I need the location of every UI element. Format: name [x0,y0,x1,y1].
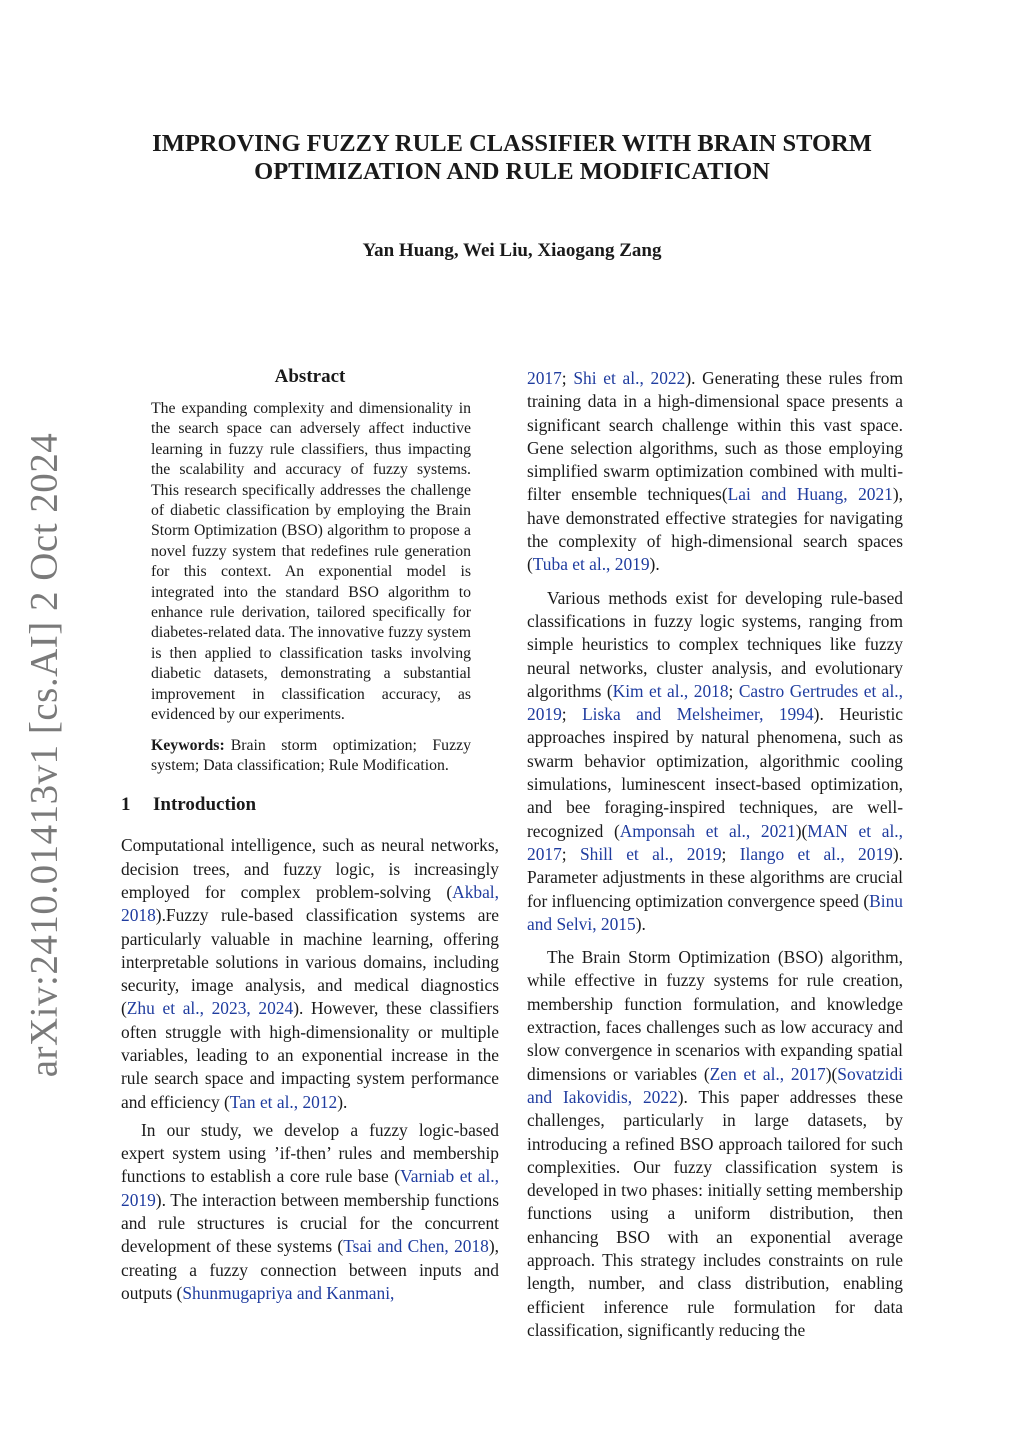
left-column [121,366,499,1305]
arxiv-identifier-stamp: arXiv:2410.01413v1 [cs.AI] 2 Oct 2024 [22,432,66,1078]
citation-link[interactable]: Liska and Melsheimer, 1994 [582,704,814,725]
citation-link[interactable]: Tsai and Chen, 2018 [343,1236,489,1257]
keywords [151,736,471,777]
citation-link[interactable]: Akbal, 2018 [121,881,499,926]
abstract-heading: Abstract [274,366,346,387]
citation-link[interactable]: Binu and Selvi, 2015 [527,890,903,934]
section-title: Introduction [153,794,257,816]
intro-paragraph-2-continued: 2017; Shi et al., 2022). Generating these rules from training data in a high-dimensional space presents a significant search challenge within this vast space. Gene selection algorithms, such as those employing simplified swarm optimization combined with multi-filter ensemble techniques(Lai and Huang, 2021), have demonstrated effective strategies for navigating the complexity of high-dimensional search spaces (Tuba et al., 2019). [527,368,903,575]
citation-link[interactable]: MAN et al., 2017 [527,820,903,864]
citation-link[interactable]: Zen et al., 2017 [709,1063,826,1084]
section-number: 1 [121,794,131,816]
intro-paragraph-2: In our study, we develop a fuzzy logic-based expert system using ’if-then’ rules and membership functions to establish a core rule base (Varniab et al., 2019). The interaction between membership functions and rule structures is crucial for the concurrent development of these systems (Tsai and Chen, 2018), creating a fuzzy connection between inputs and outputs (Shunmugapriya and Kanmani, [121,1119,500,1303]
citation-link[interactable]: Amponsah et al., 2021 [619,820,796,841]
citation-link[interactable]: Shill et al., 2019 [579,843,722,864]
title-line-1: IMPROVING FUZZY RULE CLASSIFIER WITH BRAIN STORM [152,130,872,157]
citation-link[interactable]: Lai and Huang, 2021 [727,484,893,505]
right-column [527,367,903,1342]
citation-link[interactable]: Kim et al., 2018 [612,680,729,701]
author-list: Yan Huang, Wei Liu, Xiaogang Zang [362,240,662,261]
citation-link[interactable]: Shunmugapriya and Kanmani, [182,1282,395,1303]
citation-link[interactable]: Tan et al., 2012 [229,1091,338,1112]
paper-title [100,130,924,186]
citation-link[interactable]: Shi et al., 2022 [573,368,686,388]
citation-link[interactable]: Ilango et al., 2019 [739,843,893,864]
keywords-label: Keywords: [151,736,225,754]
title-line-2: OPTIMIZATION AND RULE MODIFICATION [254,158,770,185]
section-heading-introduction [121,794,499,816]
citation-link[interactable]: Varniab et al., 2019 [121,1166,500,1210]
intro-paragraph-4: The Brain Storm Optimization (BSO) algorithm, while effective in fuzzy systems for rule creation, membership function formulation, and knowledge extraction, faces challenges such as low accuracy and slow convergence in scenarios with expanding spatial dimensions or variables (Zen et al., 2017)(Sovatzidi and Iakovidis, 2022). This paper addresses these challenges, particularly in large datasets, by introducing a refined BSO approach tailored for such complexities. Our fuzzy classification system is developed in two phases: initially setting membership functions using a uniform distribution, then enhancing BSO with an exponential average approach. This strategy includes constraints on rule length, number, and class distribution, enabling efficient inference rule formulation for data classification, significantly reducing the [527,947,903,1340]
citation-link[interactable]: Tuba et al., 2019 [532,554,650,575]
intro-paragraph-1: Computational intelligence, such as neural networks, decision trees, and fuzzy logic, is increasingly employed for complex problem-solving (Akbal, 2018).Fuzzy rule-based classification systems are particularly valuable in machine learning, offering interpretable solutions in various domains, including security, image analysis, and medical diagnostics (Zhu et al., 2023, 2024). However, these classifiers often struggle with high-dimensionality or multiple variables, leading to an exponential increase in the rule search space and impacting system performance and efficiency (Tan et al., 2012). [121,835,499,1112]
citation-link[interactable]: Zhu et al., 2023, 2024 [126,998,294,1019]
citation-link[interactable]: Castro Gertrudes et al., 2019 [527,680,903,725]
intro-paragraph-3: Various methods exist for developing rule-based classifications in fuzzy logic systems, ranging from simple heuristics to complex techniques like fuzzy neural networks, cluster analysis, and evolutionary algorithms (Kim et al., 2018; Castro Gertrudes et al., 2019; Liska and Melsheimer, 1994). Heuristic approaches inspired by natural phenomena, such as swarm behavior optimization, algorithmic cooling simulations, luminescent insect-based optimization, and bee foraging-inspired techniques, are well-recognized (Amponsah et al., 2021)(MAN et al., 2017; Shill et al., 2019; Ilango et al., 2019). Parameter adjustments in these algorithms are crucial for influencing optimization convergence speed (Binu and Selvi, 2015). [527,587,903,934]
abstract-text: The expanding complexity and dimensionality in the search space can adversely affect inductive learning in fuzzy rule classifiers, thus impacting the scalability and accuracy of fuzzy systems. This research specifically addresses the challenge of diabetic classification by employing the Brain Storm Optimization (BSO) algorithm to propose a novel fuzzy system that redefines rule generation for this context. An exponential model is integrated into the standard BSO algorithm to enhance rule derivation, tailored specifically for diabetes-related data. The innovative fuzzy system is then applied to classification tasks involving diabetic datasets, demonstrating a substantial improvement in classification accuracy, as evidenced by our experiments. [151,400,471,724]
citation-link[interactable]: 2017 [527,368,562,388]
citation-link[interactable]: Sovatzidi and Iakovidis, 2022 [527,1063,903,1107]
keywords-text: Brain storm optimization; Fuzzy system; Data classification; Rule Modification. [151,736,471,774]
